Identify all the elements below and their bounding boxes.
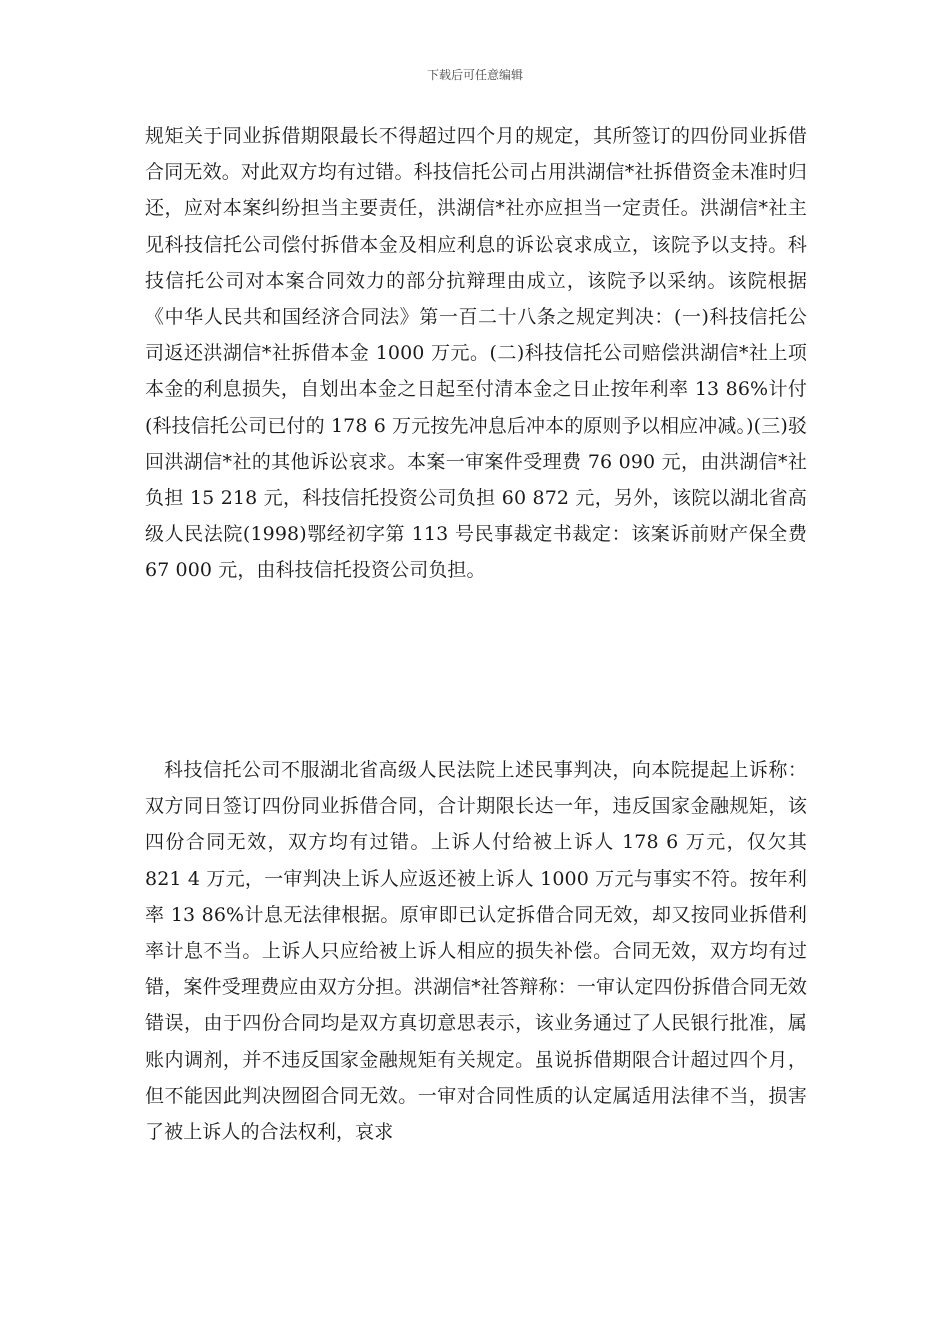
paragraph-first-instance-judgment: 规矩关于同业拆借期限最长不得超过四个月的规定，其所签订的四份同业拆借合同无效。对此双方均有过错。科技信托公司占用洪湖信*社拆借资金未准时归还，应对本案纠纷担当主要责任，洪湖信*社亦应担当一定责任。洪湖信*社主见科技信托公司偿付拆借本金及相应利息的诉讼哀求成立，该院予以支持。科技信托公司对本案合同效力的部分抗辩理由成立，该院予以采纳。该院根据《中华人民共和国经济合同法》第一百二十八条之规定判决：(一)科技信托公司返还洪湖信*社拆借本金 1000 万元。(二)科技信托公司赔偿洪湖信*社上项本金的利息损失，自划出本金之日起至付清本金之日止按年利率 13 86%计付(科技信托公司已付的 178 6 万元按先冲息后冲本的原则予以相应冲减。)(三)驳回洪湖信*社的其他诉讼哀求。本案一审案件受理费 76 090 元，由洪湖信*社负担 15 218 元，科技信托投资公司负担 60 872 元，另外，该院以湖北省高级人民法院(1998)鄂经初字第 113 号民事裁定书裁定：该案诉前财产保全费 67 000 元，由科技信托投资公司负担。 — [145, 125, 807, 582]
page-header: 下载后可任意编辑 — [426, 68, 523, 82]
paragraph-appeal: 科技信托公司不服湖北省高级人民法院上述民事判决，向本院提起上诉称：双方同日签订四份同业拆借合同，合计期限长达一年，违反国家金融规矩，该四份合同无效，双方均有过错。上诉人付给被上诉人 178 6 万元，仅欠其 821 4 万元，一审判决上诉人应返还被上诉人 1000 万元与事实不符。按年利率 13 86%计息无法律根据。原审即已认定拆借合同无效，却又按同业拆借利率计息不当。上诉人只应给被上诉人相应的损失补偿。合同无效，双方均有过错，案件受理费应由双方分担。洪湖信*社答辩称：一审认定四份拆借合同无效错误，由于四份合同均是双方真切意思表示，该业务通过了人民银行批准，属账内调剂，并不违反国家金融规矩有关规定。虽说拆借期限合计超过四个月，但不能因此判决囫囵合同无效。一审对合同性质的认定属适用法律不当，损害了被上诉人的合法权利，哀求 — [145, 759, 807, 1144]
